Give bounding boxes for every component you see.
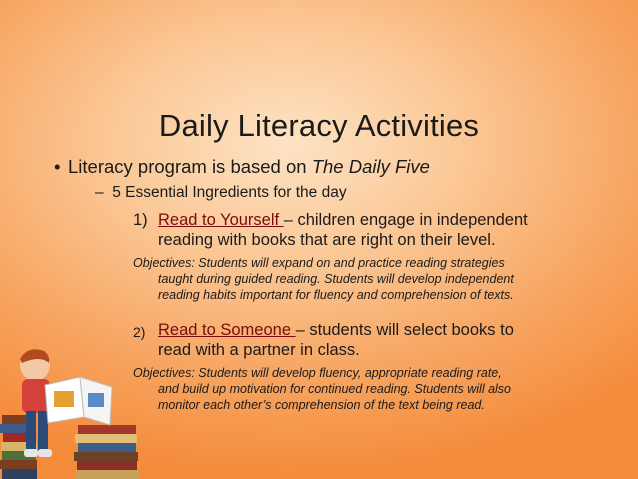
slide-title: Daily Literacy Activities — [158, 108, 480, 143]
item-number: 1) — [133, 211, 148, 229]
bullet-emphasis: The Daily Five — [311, 156, 430, 177]
item-desc-2: reading with books that are right on their level. — [158, 231, 496, 249]
item-desc-2: read with a partner in class. — [158, 341, 360, 359]
dash: – — [95, 184, 113, 201]
item-desc-1: – students will select books to — [295, 321, 514, 339]
bullet-text: Literacy program is based on — [68, 156, 312, 177]
link-read-to-someone[interactable]: Read to Someone — [158, 321, 296, 339]
objectives-2 — [133, 365, 511, 413]
objectives-1 — [133, 255, 514, 303]
item-desc-1: – children engage in independent — [283, 211, 528, 229]
sub-bullet-text: 5 Essential Ingredients for the day — [112, 184, 347, 201]
objectives-line: taught during guided reading. Students will develop independent — [158, 272, 514, 286]
objectives-line: monitor each other’s comprehension of the text being read. — [158, 398, 485, 412]
child-reading-illustration — [0, 345, 145, 479]
objectives-line: and build up motivation for continued reading. Students will also — [158, 382, 511, 396]
sub-bullet-ingredients — [95, 184, 347, 202]
link-read-to-yourself[interactable]: Read to Yourself — [158, 211, 284, 229]
objectives-line: reading habits important for fluency and comprehension of texts. — [158, 288, 514, 302]
bullet-dot: • — [54, 156, 61, 177]
bullet-literacy-program — [54, 156, 430, 178]
item-number: 2) — [133, 324, 146, 340]
objectives-line: Objectives: Students will develop fluency, appropriate reading rate, — [133, 366, 502, 380]
objectives-line: Objectives: Students will expand on and practice reading strategies — [133, 256, 505, 270]
